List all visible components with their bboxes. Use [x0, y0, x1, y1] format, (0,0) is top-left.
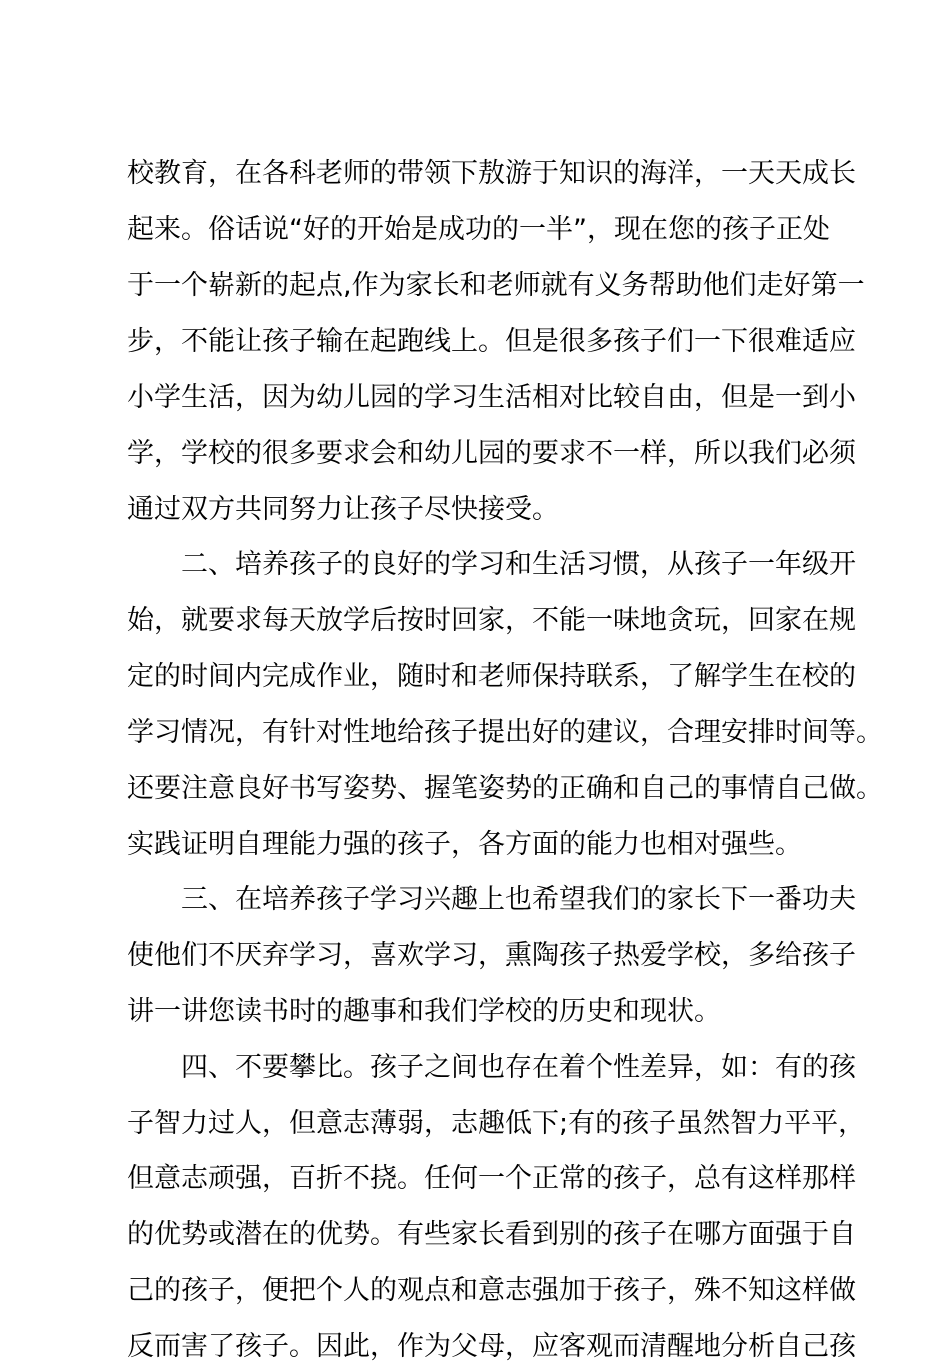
- text-line: 还要注意良好书写姿势、握笔姿势的正确和自己的事情自己做。: [127, 773, 883, 804]
- text-line: 学习情况，有针对性地给孩子提出好的建议，合理安排时间等。: [127, 717, 883, 748]
- text-line: 讲一讲您读书时的趣事和我们学校的历史和现状。: [127, 996, 721, 1027]
- text-line: 步，不能让孩子输在起跑线上。但是很多孩子们一下很难适应: [127, 326, 856, 357]
- paragraph-start-line: 二、培养孩子的良好的学习和生活习惯，从孩子一年级开: [181, 549, 856, 580]
- text-line: 使他们不厌弃学习，喜欢学习，熏陶孩子热爱学校，多给孩子: [127, 940, 856, 971]
- text-line: 始，就要求每天放学后按时回家，不能一味地贪玩，回家在规: [127, 605, 856, 636]
- text-line: 实践证明自理能力强的孩子，各方面的能力也相对强些。: [127, 829, 802, 860]
- paragraph-start-line: 四、不要攀比。孩子之间也存在着个性差异，如：有的孩: [181, 1052, 856, 1083]
- text-line: 于一个崭新的起点,作为家长和老师就有义务帮助他们走好第一: [127, 270, 865, 301]
- text-line: 定的时间内完成作业，随时和老师保持联系，了解学生在校的: [127, 661, 856, 692]
- text-line: 但意志顽强，百折不挠。任何一个正常的孩子，总有这样那样: [127, 1163, 856, 1194]
- text-line: 己的孩子，便把个人的观点和意志强加于孩子，殊不知这样做: [127, 1275, 856, 1306]
- text-line: 校教育，在各科老师的带领下敖游于知识的海洋，一天天成长: [127, 158, 856, 189]
- text-line: 起来。俗话说“好的开始是成功的一半”，现在您的孩子正处: [127, 214, 830, 245]
- text-line: 学，学校的很多要求会和幼儿园的要求不一样，所以我们必须: [127, 438, 856, 469]
- text-line: 的优势或潜在的优势。有些家长看到别的孩子在哪方面强于自: [127, 1219, 856, 1250]
- text-line: 通过双方共同努力让孩子尽快接受。: [127, 494, 559, 525]
- text-line: 反而害了孩子。因此，作为父母，应客观而清醒地分析自己孩: [127, 1331, 856, 1362]
- text-line: 小学生活，因为幼儿园的学习生活相对比较自由，但是一到小: [127, 382, 856, 413]
- paragraph-start-line: 三、在培养孩子学习兴趣上也希望我们的家长下一番功夫: [181, 884, 856, 915]
- text-line: 子智力过人，但意志薄弱，志趣低下;有的孩子虽然智力平平，: [127, 1108, 866, 1139]
